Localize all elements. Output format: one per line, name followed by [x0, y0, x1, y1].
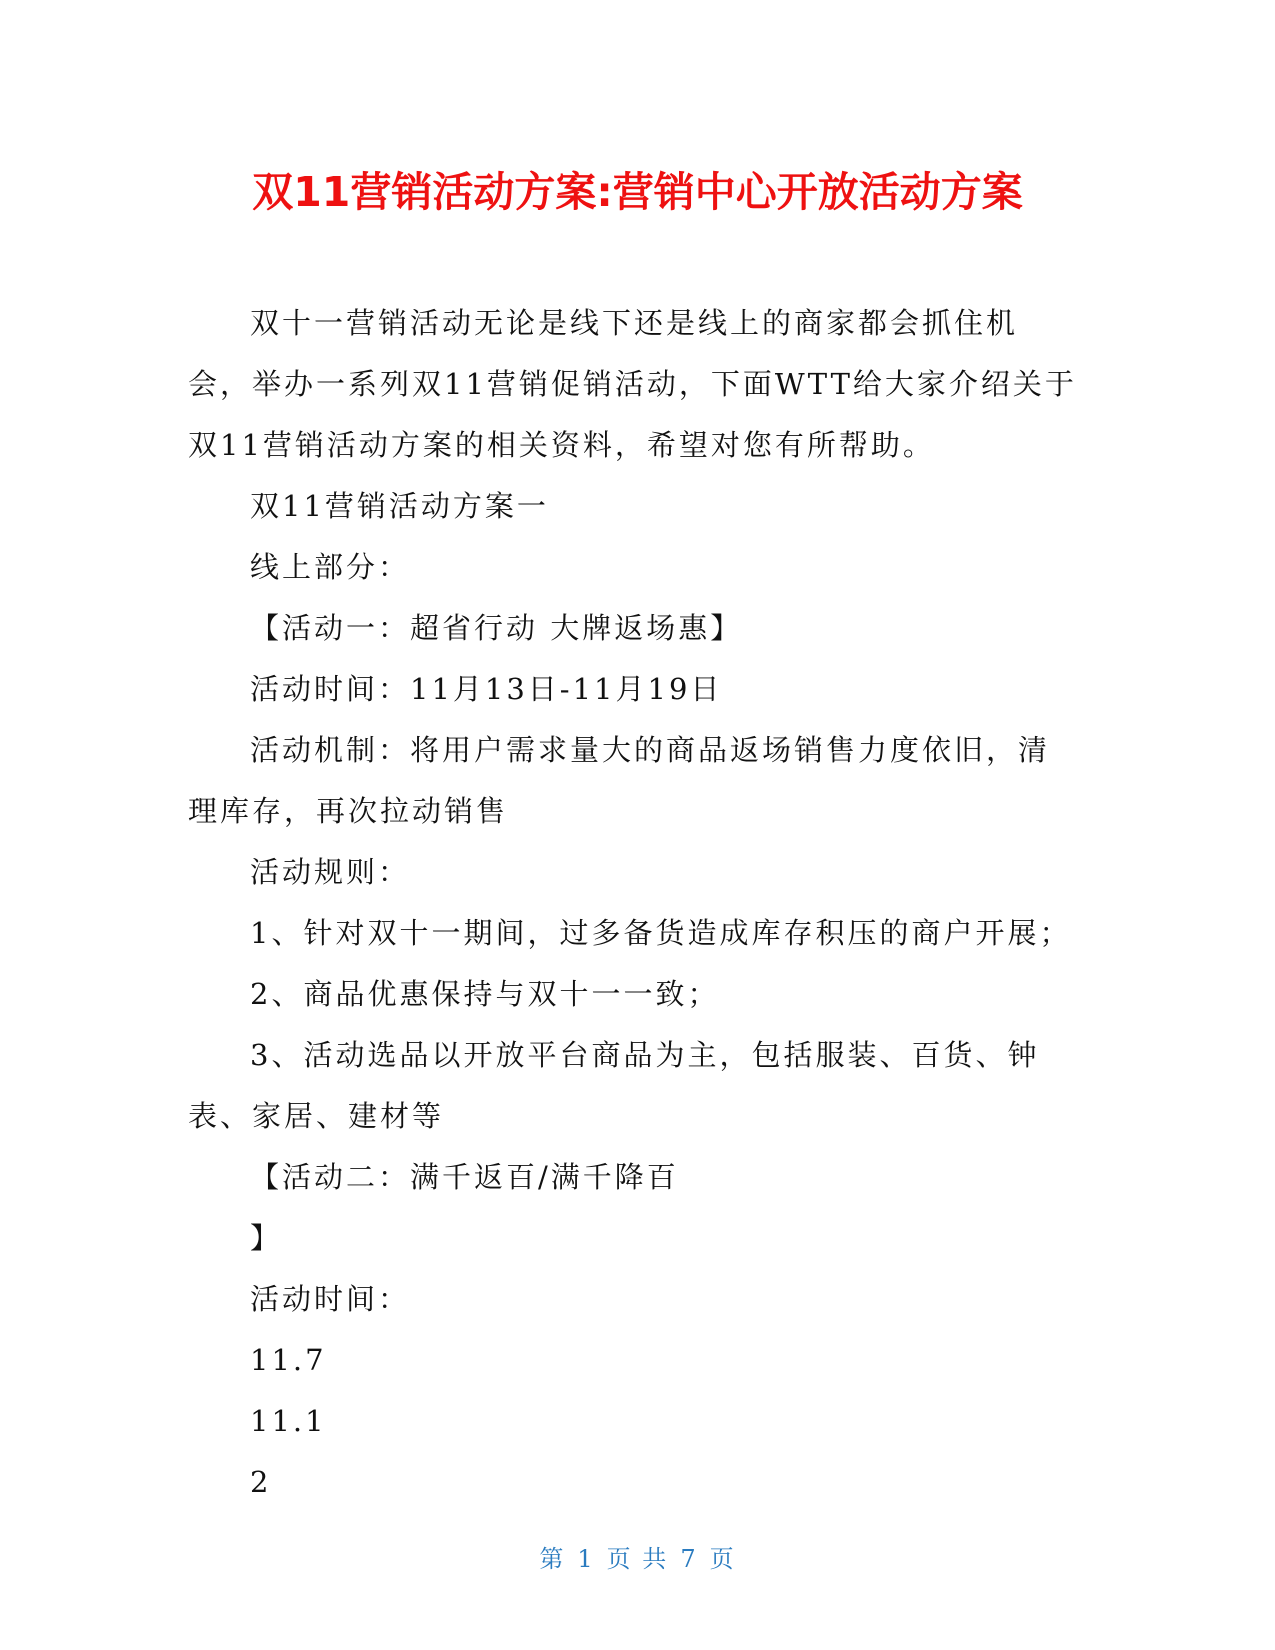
- document-title: 双11营销活动方案:营销中心开放活动方案: [252, 168, 1023, 216]
- paragraph-activity-one: 【活动一：超省行动 大牌返场惠】: [250, 611, 743, 645]
- paragraph-activity-two: 【活动二：满千返百/满千降百: [250, 1160, 679, 1194]
- paragraph-bracket: 】: [250, 1221, 283, 1255]
- paragraph-activity-time: 活动时间：11月13日-11月19日: [250, 672, 723, 706]
- footer-middle: 页 共: [606, 1545, 669, 1573]
- paragraph-date-2: 11.1: [250, 1404, 327, 1438]
- footer-suffix: 页: [709, 1545, 736, 1573]
- footer-current-page: 1: [577, 1545, 595, 1573]
- paragraph-activity-two-time: 活动时间：: [250, 1282, 411, 1316]
- paragraph-rule-1: 1、针对双十一期间，过多备货造成库存积压的商户开展；: [250, 916, 1072, 950]
- footer-total-pages: 7: [680, 1545, 698, 1573]
- paragraph-intro: 双十一营销活动无论是线下还是线上的商家都会抓住机会，举办一系列双11营销促销活动，下面WTT给大家介绍关于双11营销活动方案的相关资料，希望对您有所帮助。: [188, 306, 1077, 462]
- paragraph-plan-heading: 双11营销活动方案一: [250, 489, 549, 523]
- paragraph-date-3: 2: [250, 1465, 272, 1499]
- page-footer: [0, 1544, 1275, 1574]
- paragraph-activity-mechanism: 活动机制：将用户需求量大的商品返场销售力度依旧，清理库存，再次拉动销售: [188, 733, 1051, 828]
- document-body: [188, 293, 1078, 1513]
- paragraph-rule-3: 3、活动选品以开放平台商品为主，包括服装、百货、钟表、家居、建材等: [188, 1038, 1040, 1133]
- paragraph-online-section: 线上部分：: [250, 550, 411, 584]
- paragraph-date-1: 11.7: [250, 1343, 327, 1377]
- paragraph-rule-2: 2、商品优惠保持与双十一一致；: [250, 977, 720, 1011]
- paragraph-activity-rules: 活动规则：: [250, 855, 411, 889]
- footer-prefix: 第: [539, 1545, 566, 1573]
